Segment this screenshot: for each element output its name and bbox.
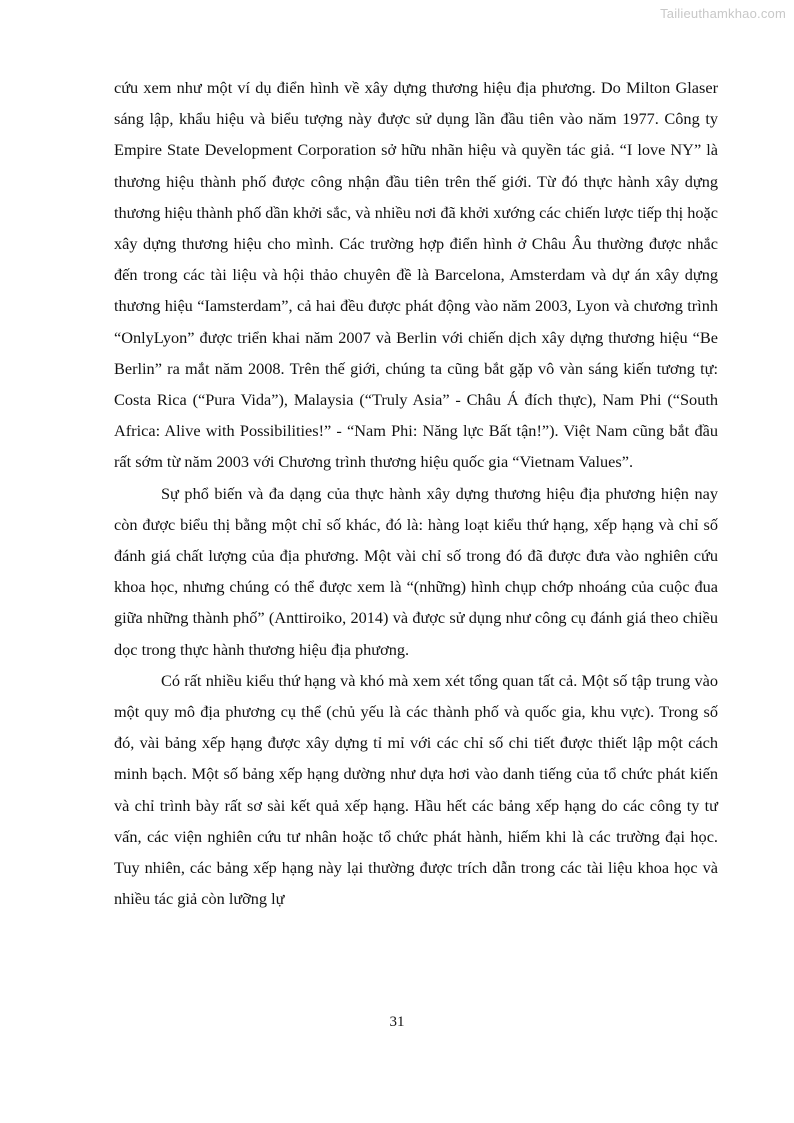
page-number: 31: [389, 1014, 405, 1030]
paragraph-1: cứu xem như một ví dụ điển hình về xây dựng thương hiệu địa phương. Do Milton Glaser sáng lập, khẩu hiệu và biểu tượng này được sử dụng lần đầu tiên vào năm 1977. Công ty Empire State Development Corporation sở hữu nhãn hiệu và quyền tác giả. “I love NY” là thương hiệu thành phố được công nhận đầu tiên trên thế giới. Từ đó thực hành xây dựng thương hiệu thành phố dần khởi sắc, và nhiều nơi đã khởi xướng các chiến lược tiếp thị hoặc xây dựng thương hiệu cho mình. Các trường hợp điển hình ở Châu Âu thường được nhắc đến trong các tài liệu và hội thảo chuyên đề là Barcelona, Amsterdam và dự án xây dựng thương hiệu “Iamsterdam”, cả hai đều được phát động vào năm 2003, Lyon và chương trình “OnlyLyon” được triển khai năm 2007 và Berlin với chiến dịch xây dựng thương hiệu “Be Berlin” ra mắt năm 2008. Trên thế giới, chúng ta cũng bắt gặp vô vàn sáng kiến tương tự: Costa Rica (“Pura Vida”), Malaysia (“Truly Asia” - Châu Á đích thực), Nam Phi (“South Africa: Alive with Possibilities!” - “Nam Phi: Năng lực Bất tận!”). Việt Nam cũng bắt đầu rất sớm từ năm 2003 với Chương trình thương hiệu quốc gia “Vietnam Values”.: [114, 78, 718, 472]
paragraph-2: Sự phổ biến và đa dạng của thực hành xây dựng thương hiệu địa phương hiện nay còn được biểu thị bằng một chỉ số khác, đó là: hàng loạt kiểu thứ hạng, xếp hạng và chỉ số đánh giá chất lượng của địa phương. Một vài chỉ số trong đó đã được đưa vào nghiên cứu khoa học, nhưng chúng có thể được xem là “(những) hình chụp chớp nhoáng của cuộc đua giữa những thành phố” (Anttiroiko, 2014) và được sử dụng như công cụ đánh giá theo chiều dọc trong thực hành thương hiệu địa phương.: [114, 483, 718, 659]
paragraph-3: Có rất nhiều kiểu thứ hạng và khó mà xem xét tổng quan tất cả. Một số tập trung vào một quy mô địa phương cụ thể (chủ yếu là các thành phố và quốc gia, khu vực). Trong số đó, vài bảng xếp hạng được xây dựng tỉ mỉ với các chỉ số chi tiết được thiết lập một cách minh bạch. Một số bảng xếp hạng dường như dựa hơi vào danh tiếng của tổ chức phát kiến và chỉ trình bày rất sơ sài kết quả xếp hạng. Hầu hết các bảng xếp hạng do các công ty tư vấn, các viện nghiên cứu tư nhân hoặc tổ chức phát hành, hiếm khi là các trường đại học. Tuy nhiên, các bảng xếp hạng này lại thường được trích dẫn trong các tài liệu khoa học và nhiều tác giả còn lưỡng lự: [114, 670, 718, 909]
document-body: [114, 72, 718, 914]
watermark: Tailieuthamkhao.com: [660, 6, 786, 21]
